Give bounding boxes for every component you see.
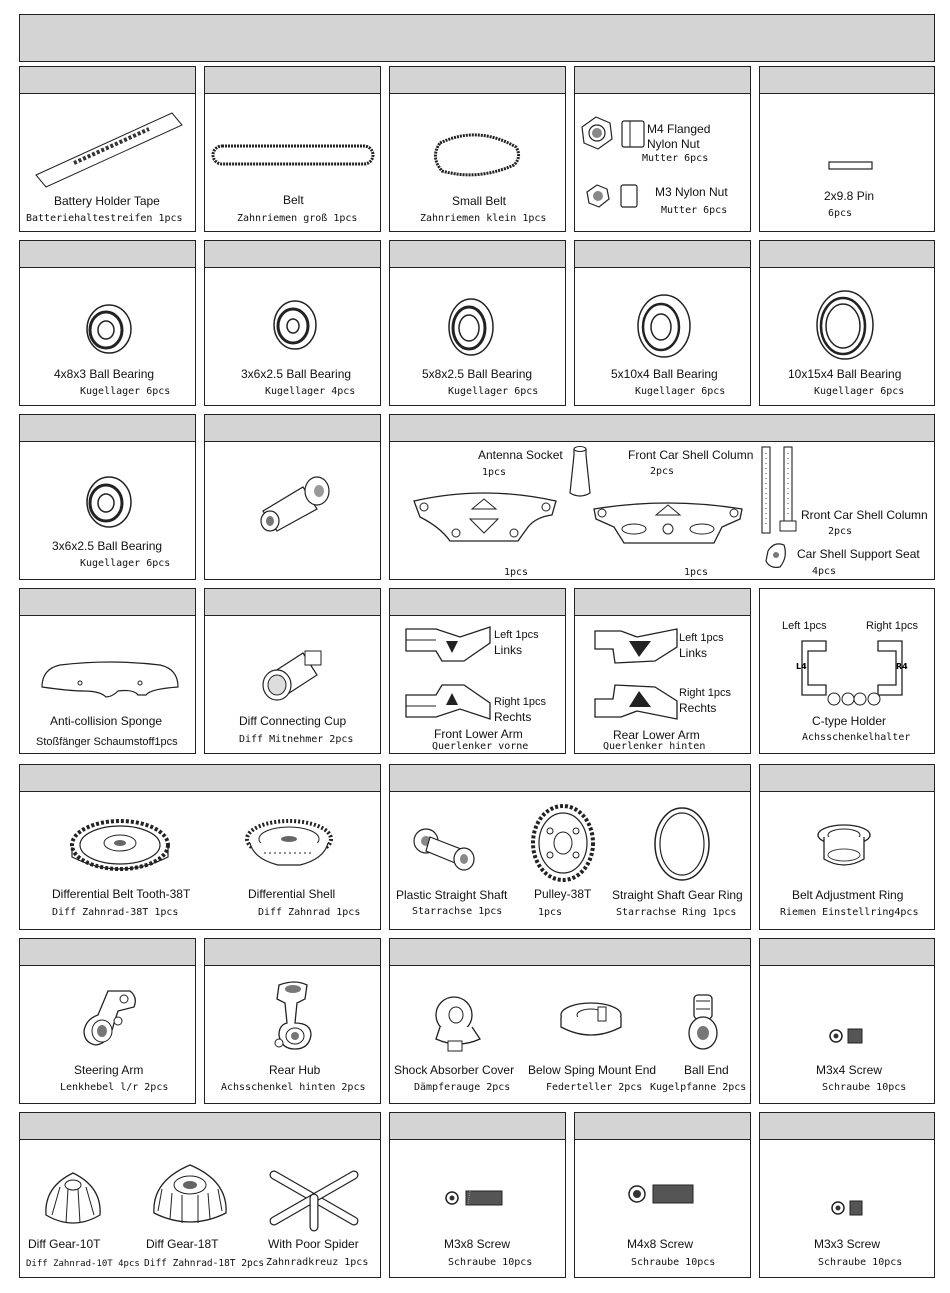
part-name: M3x4 Screw [816,1063,883,1077]
part-qty: Kugellager 4pcs [265,386,356,397]
part-qty: 4pcs [812,566,837,577]
ball-bearing-icon [635,293,693,359]
part-name: With Poor Spider [268,1237,359,1251]
part-cell-m3x4-screw [759,938,935,1104]
part-name: Rear Lower Arm [613,728,700,742]
part-qty: Schraube 10pcs [818,1257,903,1268]
set-screw-icon [627,1183,697,1205]
rear-hub-icon [271,979,321,1055]
part-name: 4x8x3 Ball Bearing [54,367,155,381]
part-qty: Diff Zahnrad-10T 4pcs [26,1259,140,1269]
set-screw-icon [828,1027,866,1045]
rear-lower-arm-right-icon [591,681,681,723]
part-cell-rear-lower-arm [574,588,751,754]
svg-text:R4: R4 [896,662,908,671]
part-qty: Kugellager 6pcs [635,386,726,397]
diff-gear-10t-icon [40,1167,106,1233]
part-name: Ball End [684,1063,729,1077]
part-cell-rear-hub [204,938,381,1104]
pulley-38t-icon [530,803,596,883]
cell-header [390,589,565,616]
ball-bearing-icon [84,475,134,529]
cell-header [760,1113,934,1140]
part-name: Small Belt [452,194,507,208]
cell-header [760,67,934,94]
part-name: Steering Arm [74,1063,144,1077]
part-cell-small-belt [389,66,566,232]
part-qty: Diff Zahnrad-38T 1pcs [52,907,179,918]
cell-header [20,67,195,94]
part-name: Pulley-38T [534,887,592,901]
part-qty: Dämpferauge 2pcs [414,1082,511,1093]
cell-header [390,241,565,268]
part-name: M3x3 Screw [814,1237,881,1251]
part-qty: Diff Mitnehmer 2pcs [239,734,354,745]
part-cell-c-holder [759,588,935,754]
cell-header [20,589,195,616]
cell-header [390,415,934,442]
part-name: M3x8 Screw [444,1237,511,1251]
cell-header [760,765,934,792]
part-name: 5x8x2.5 Ball Bearing [422,367,533,381]
part-name: Left 1pcs [782,620,827,632]
part-name: Nylon Nut [647,137,700,151]
part-name: 5x10x4 Ball Bearing [611,367,718,381]
part-qty: 2pcs [650,466,675,477]
part-name: Shock Absorber Cover [394,1063,515,1077]
part-qty: Zahnradkreuz 1pcs [266,1257,369,1268]
part-name: Right 1pcs [494,696,546,708]
steering-arm-icon [80,987,142,1051]
part-cell-front-lower-arm [389,588,566,754]
cell-header [390,67,565,94]
diff-gear-18t-icon [148,1161,232,1231]
page-header-bar [19,14,935,62]
part-name: Left 1pcs [494,629,539,641]
part-name: Links [679,646,708,660]
part-qty: Mutter 6pcs [642,153,709,164]
cell-header [390,765,750,792]
part-cell-bearing-10x15x4 [759,240,935,406]
set-screw-icon [830,1199,866,1217]
part-cell-belt-ring [759,764,935,930]
part-name: Differential Belt Tooth-38T [52,887,191,901]
cell-header [20,1113,380,1140]
part-cell-m3x3-screw [759,1112,935,1278]
part-name: Plastic Straight Shaft [396,888,508,902]
part-name: Rechts [679,701,717,715]
shock-absorber-cover-icon [430,995,486,1055]
cell-header [205,415,380,442]
part-cell-diff-gears [19,1112,381,1278]
part-qty: Riemen Einstellring4pcs [780,907,919,918]
part-cell-m4x8-screw [574,1112,751,1278]
part-qty: Schraube 10pcs [448,1257,533,1268]
part-name: Belt [283,193,304,207]
part-cell-diff-cup [204,588,381,754]
part-name: Below Sping Mount End [528,1063,657,1077]
pin-icon [828,161,874,171]
cell-header [205,939,380,966]
cell-header [20,939,195,966]
battery-tape-icon [34,105,184,185]
small-belt-icon [430,131,526,181]
diff-spider-icon [268,1165,360,1231]
part-name: Battery Holder Tape [54,194,160,208]
part-cell-differential [19,764,381,930]
part-cell-battery-tape [19,66,196,232]
rear-body-plate-icon [590,495,746,553]
part-cell-bearing-4x8x3 [19,240,196,406]
cell-header [575,241,750,268]
c-hub-carrier-icon [792,635,912,711]
part-name: Rront Car Shell Column [801,508,928,522]
part-name: Links [494,643,523,657]
ball-bearing-icon [271,299,319,351]
part-name: 2x9.8 Pin [824,189,875,203]
part-qty: Kugellager 6pcs [448,386,539,397]
part-name: Right 1pcs [866,620,918,632]
part-name: 3x6x2.5 Ball Bearing [52,539,163,553]
part-qty: Starrachse 1pcs [412,906,503,917]
ball-end-icon [686,991,720,1055]
part-cell-straight-shaft [389,764,751,930]
part-cell-bearing-3x6x2.5-b [19,414,196,580]
gear-ring-icon [652,805,712,883]
part-qty: 6pcs [828,208,853,219]
cell-header [760,939,934,966]
part-qty: 1pcs [538,907,563,918]
part-qty: Kugellager 6pcs [814,386,905,397]
part-name: M3 Nylon Nut [655,185,728,199]
part-name: Rechts [494,710,532,724]
plastic-straight-shaft-icon [410,823,478,877]
part-cell-nuts [574,66,751,232]
ball-bearing-icon [446,297,496,357]
part-cell-steering-arm [19,938,196,1104]
front-lower-arm-left-icon [402,623,494,667]
part-qty: Zahnriemen klein 1pcs [420,213,547,224]
part-qty: Achsschenkel hinten 2pcs [221,1082,366,1093]
cell-header [575,589,750,616]
part-qty: Batteriehaltestreifen 1pcs [26,213,183,224]
body-post-icon [758,445,808,537]
part-name: Left 1pcs [679,632,724,644]
bumper-sponge-icon [40,661,180,701]
part-qty: Zahnriemen groß 1pcs [237,213,358,224]
part-cell-shock-parts [389,938,751,1104]
cell-header [575,1113,750,1140]
part-cell-shaft-cup [204,414,381,580]
part-qty: Lenkhebel l/r 2pcs [60,1082,169,1093]
part-name: Diff Connecting Cup [239,714,347,728]
spring-mount-icon [558,1001,624,1043]
rear-lower-arm-left-icon [591,627,681,667]
part-cell-belt [204,66,381,232]
svg-text:L4: L4 [796,662,807,671]
cell-header [20,765,380,792]
part-qty: Federteller 2pcs [546,1082,643,1093]
front-bumper-plate-icon [410,489,560,551]
part-qty: 2pcs [828,526,853,537]
part-qty: Mutter 6pcs [661,205,728,216]
part-cell-m3x8-screw [389,1112,566,1278]
part-qty: Starrachse Ring 1pcs [616,907,737,918]
part-qty: Achsschenkelhalter [802,732,911,743]
cell-header [390,1113,565,1140]
part-qty: Kugelpfanne 2pcs [650,1082,747,1093]
part-name: Diff Gear-10T [28,1237,101,1251]
part-name: M4x8 Screw [627,1237,694,1251]
part-qty: Schraube 10pcs [631,1257,716,1268]
front-lower-arm-right-icon [402,679,494,723]
part-qty: Kugellager 6pcs [80,386,171,397]
belt-icon [211,143,376,169]
cell-header [760,241,934,268]
part-name: Right 1pcs [679,687,731,699]
part-cell-bearing-5x10x4 [574,240,751,406]
part-qty: Diff Zahnrad-18T 2pcs [144,1258,265,1269]
m4-nut-icon [578,115,648,157]
part-name: Front Car Shell Column [628,448,754,462]
diff-gear-38t-icon [68,815,172,877]
antenna-socket-icon [568,445,592,499]
part-qty: 1pcs [504,567,529,578]
cell-header [390,939,750,966]
support-seat-icon [764,541,790,571]
part-cell-body-mounts [389,414,935,580]
cell-header [20,241,195,268]
part-qty: Querlenker vorne [432,741,529,752]
cell-header [205,241,380,268]
part-name: Antenna Socket [478,448,563,462]
part-name: Front Lower Arm [434,727,523,741]
part-name: Anti-collision Sponge [50,714,163,728]
part-qty: Kugellager 6pcs [80,558,171,569]
ball-bearing-icon [814,289,876,361]
cell-header [205,589,380,616]
set-screw-icon [444,1189,506,1207]
part-cell-pin [759,66,935,232]
part-name: C-type Holder [812,714,887,728]
part-qty: 1pcs [482,467,507,478]
part-name: M4 Flanged [647,122,711,136]
cell-header [205,67,380,94]
part-name: Diff Gear-18T [146,1237,219,1251]
part-name: Rear Hub [269,1063,321,1077]
part-name: 3x6x2.5 Ball Bearing [241,367,352,381]
part-name: Straight Shaft Gear Ring [612,888,743,902]
drive-cup-icon [257,473,333,533]
part-name: Differential Shell [248,887,336,901]
part-qty: Stoßfänger Schaumstoff1pcs [36,736,178,748]
part-qty: Diff Zahnrad 1pcs [258,907,361,918]
part-qty: 1pcs [684,567,709,578]
cell-header [20,415,195,442]
part-qty: Querlenker hinten [603,741,706,752]
part-cell-bearing-3x6x2.5 [204,240,381,406]
cell-header [575,67,750,94]
part-cell-bearing-5x8x2.5 [389,240,566,406]
part-name: 10x15x4 Ball Bearing [788,367,902,381]
diff-connecting-cup-icon [259,645,329,703]
belt-adjust-ring-icon [816,823,872,873]
diff-shell-icon [244,817,334,873]
part-name: Belt Adjustment Ring [792,888,904,902]
m3-nut-icon [585,183,645,211]
ball-bearing-icon [84,303,134,355]
part-cell-sponge [19,588,196,754]
part-name: Car Shell Support Seat [797,547,920,561]
part-qty: Schraube 10pcs [822,1082,907,1093]
